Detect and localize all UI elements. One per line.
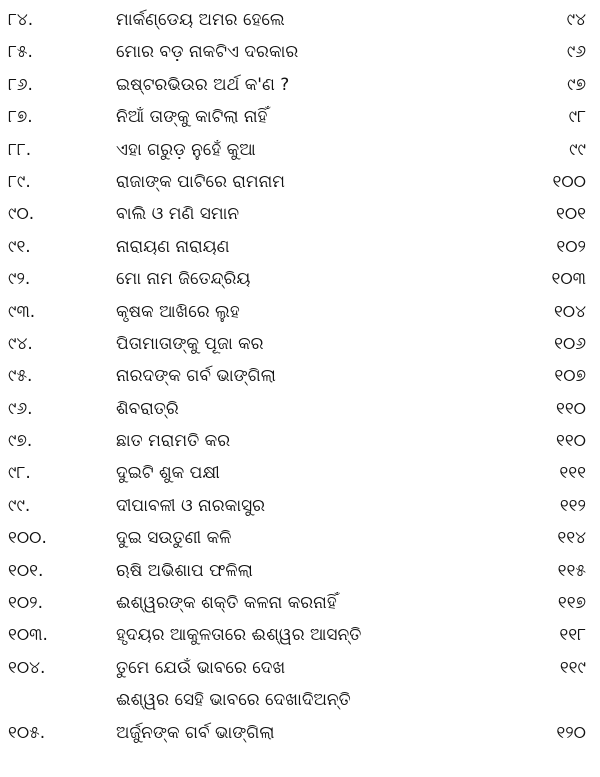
toc-entry (0, 166, 600, 198)
entry-number: ୯୩. (8, 301, 36, 322)
toc-entry (0, 134, 600, 166)
entry-page-number: ୧୦୦ (552, 171, 586, 192)
entry-page-number: ୧୦୪ (553, 301, 586, 322)
toc-entry (0, 652, 600, 684)
entry-title: ଅର୍ଜୁନଙ୍କ ଗର୍ବ ଭାଙ୍ଗିଲା (116, 722, 275, 743)
entry-title: ଏହା ଗରୁଡ଼ ନୁହେଁ କୁଆ (116, 139, 256, 160)
entry-page-number: ୧୦୩ (551, 269, 586, 290)
entry-title: ଶିବରାତ୍ରି (116, 398, 179, 419)
toc-entry (0, 263, 600, 295)
entry-title: ନିଆଁ ତାଙ୍କୁ କାଟିଲା ନାହିଁ (116, 107, 268, 128)
toc-entry (0, 619, 600, 651)
entry-number: ୮୯. (8, 171, 31, 192)
entry-number: ୮୪. (8, 10, 34, 30)
entry-number: ୯୪. (8, 333, 33, 354)
entry-number: ୧୦୧. (8, 560, 44, 581)
toc-entry (0, 69, 600, 101)
entry-title: ଇଷ୍ଟରଭିଉର ଅର୍ଥ କ'ଣ ? (116, 74, 290, 95)
entry-title: ବାଲି ଓ ମଣି ସମାନ (116, 204, 240, 225)
entry-title: ହୃଦୟର ଆକୁଳତାରେ ଈଶ୍ୱର ଆସନ୍ତି (116, 625, 362, 646)
entry-number: ୮୬. (8, 74, 33, 95)
entry-page-number: ୯୪ (566, 10, 586, 30)
entry-title: ଦୀପାବଳୀ ଓ ନାରକାସୁର (116, 495, 266, 516)
entry-number: ୯୦. (8, 204, 35, 225)
entry-title: ମୋ ନାମ ଜିତେନ୍ଦ୍ରିୟ (116, 269, 251, 290)
entry-page-number: ୯୮ (568, 107, 586, 128)
entry-page-number: ୧୧୦ (555, 398, 586, 419)
entry-page-number: ୯୬ (566, 42, 586, 63)
entry-number: ୧୦୨. (8, 593, 44, 614)
entry-title: ଛାତ ମରାମତି କର (116, 431, 231, 452)
entry-title: ତୁମେ ଯେଉଁ ଭାବରେ ଦେଖ (116, 657, 286, 678)
entry-page-number: ୧୧୫ (557, 560, 586, 581)
entry-number: ୧୦୪. (8, 657, 46, 678)
entry-number: ୯୨. (8, 269, 31, 290)
toc-entry (0, 231, 600, 263)
entry-title: ରାଜାଙ୍କ ପାଟିରେ ରାମନାମ (116, 171, 285, 192)
entry-page-number: ୧୧୦ (555, 431, 586, 452)
entry-number: ୮୮. (8, 139, 32, 160)
entry-number: ୧୦୫. (8, 722, 46, 743)
entry-page-number: ୧୦୨ (556, 236, 586, 257)
entry-number: ୯୧. (8, 236, 31, 257)
entry-number: ୧୦୩. (8, 625, 48, 646)
toc-entry (0, 522, 600, 554)
entry-number: ୯୯. (8, 495, 31, 516)
entry-title: ନାରାୟଣ ନାରାୟଣ (116, 236, 230, 257)
entry-page-number: ୧୨୦ (556, 722, 586, 743)
toc-entry (0, 36, 600, 68)
toc-entry-continuation (0, 684, 600, 716)
entry-number: ୯୭. (8, 431, 33, 452)
entry-title: କୃଷକ ଆଖିରେ ଲୁହ (116, 301, 240, 322)
toc-entry (0, 4, 600, 36)
entry-page-number: ୧୦୧ (555, 204, 586, 225)
entry-title: ନାରଦଙ୍କ ଗର୍ବ ଭାଙ୍ଗିଲା (116, 366, 276, 387)
entry-title: ମାର୍କଣ୍ଡେୟ ଅମର ହେଲେ (116, 10, 285, 30)
entry-number: ୯୫. (8, 366, 33, 387)
toc-entry (0, 328, 600, 360)
entry-page-number: ୯୯ (569, 139, 586, 160)
entry-title: ଈଶ୍ୱର ସେହି ଭାବରେ ଦେଖାଦିଅନ୍ତି (116, 690, 351, 711)
entry-number: ୮୭. (8, 107, 33, 128)
entry-page-number: ୧୦୬ (554, 333, 586, 354)
toc-entry (0, 717, 600, 749)
entry-title: ପିତାମାତାଙ୍କୁ ପୂଜା କର (116, 333, 264, 354)
entry-page-number: ୧୧୮ (559, 625, 586, 646)
toc-entry (0, 587, 600, 619)
entry-page-number: ୯୭ (567, 74, 586, 95)
entry-number: ୧୦୦. (8, 528, 47, 549)
toc-entry (0, 360, 600, 392)
toc-entry (0, 490, 600, 522)
toc-entry (0, 425, 600, 457)
entry-title: ଈଶ୍ୱରଙ୍କ ଶକ୍ତି କଳନା କରନାହିଁ (116, 593, 337, 614)
entry-title: ଋଷି ଅଭିଶାପ ଫଳିଲା (116, 560, 253, 581)
toc-entry (0, 198, 600, 230)
entry-page-number: ୧୧୯ (559, 657, 586, 678)
entry-number: ୯୮. (8, 463, 31, 484)
table-of-contents (0, 4, 600, 749)
entry-page-number: ୧୧୭ (557, 593, 586, 614)
toc-entry (0, 296, 600, 328)
entry-title: ଦୁଇଟି ଶୁକ ପକ୍ଷୀ (116, 463, 220, 484)
entry-page-number: ୧୧୧ (559, 463, 586, 484)
entry-title: ମୋର ବଡ଼ ନାକଟିଏ ଦରକାର (116, 42, 299, 63)
entry-page-number: ୧୧୨ (559, 495, 586, 516)
toc-entry (0, 555, 600, 587)
toc-entry (0, 393, 600, 425)
toc-entry (0, 101, 600, 133)
toc-entry (0, 457, 600, 489)
entry-page-number: ୧୦୭ (554, 366, 586, 387)
entry-title: ଦୁଇ ସଉତୁଣୀ କଳି (116, 528, 232, 549)
entry-number: ୮୫. (8, 42, 33, 63)
entry-number: ୯୬. (8, 398, 33, 419)
entry-page-number: ୧୧୪ (557, 528, 586, 549)
